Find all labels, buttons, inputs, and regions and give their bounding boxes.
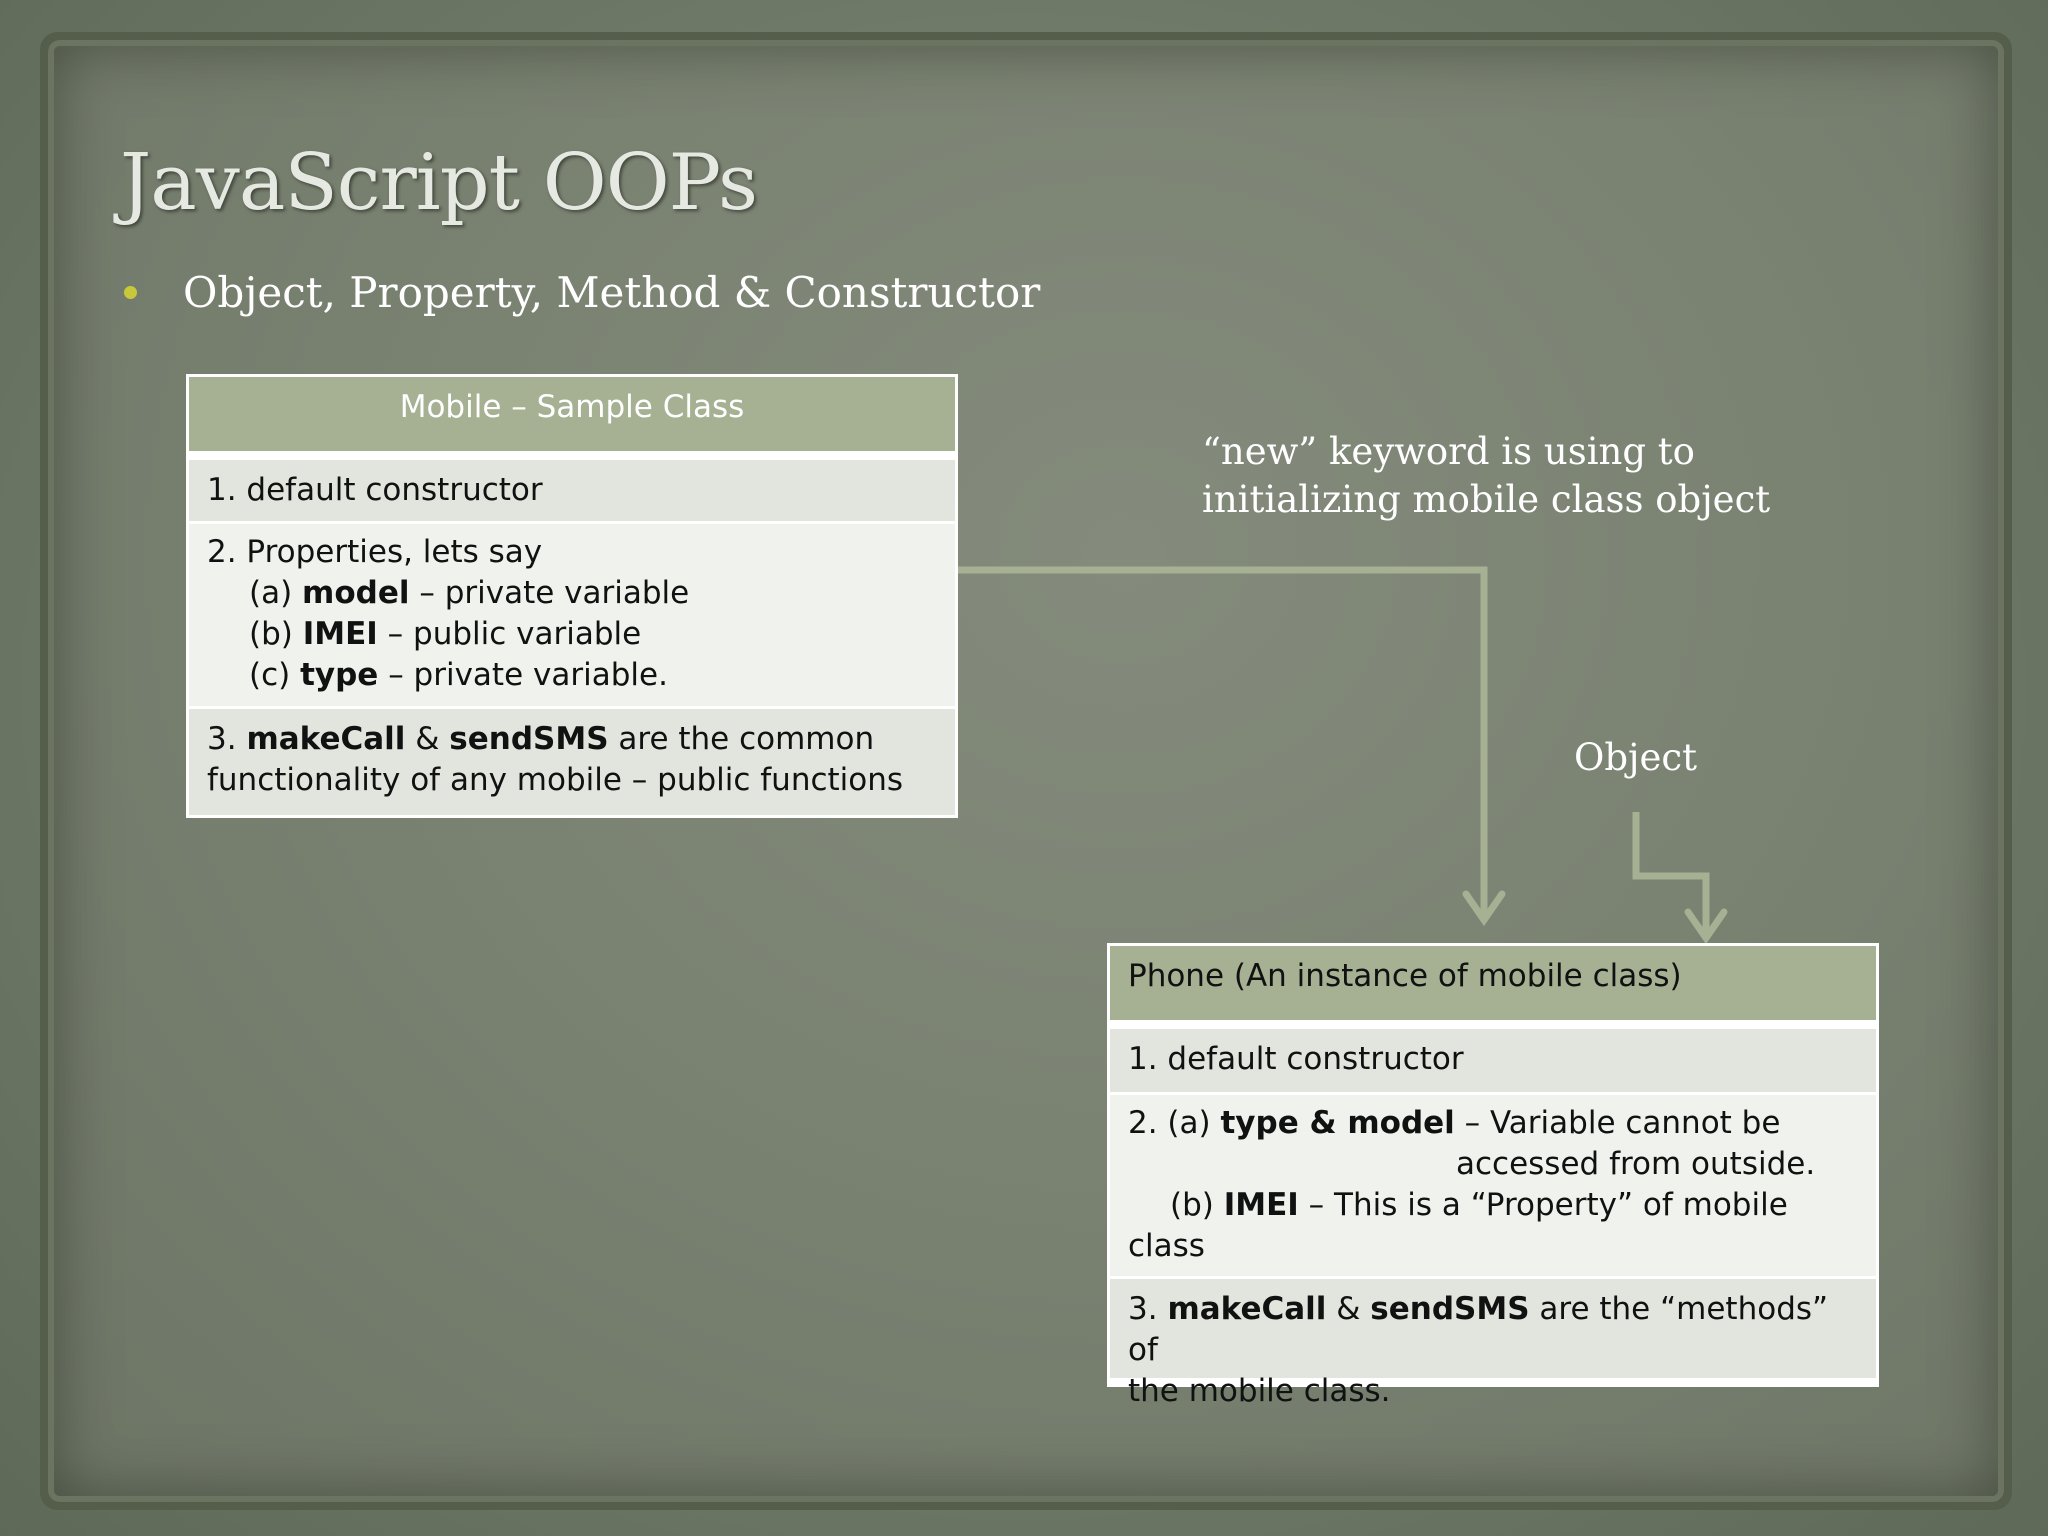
- phone-instance-box: [1107, 943, 1879, 1409]
- new-keyword-note-line-1: “new” keyword is using to: [1202, 430, 1695, 473]
- phone-instance-row-constructor: [1110, 1026, 1876, 1092]
- instantiation-arrow-line: [958, 570, 1484, 918]
- mobile-class-header-text: Mobile – Sample Class: [399, 389, 745, 425]
- bullet-text: Object, Property, Method & Constructor: [183, 267, 1041, 317]
- object-arrow-line: [1636, 812, 1706, 935]
- instance-property-imei: (b) IMEI – This is a “Property” of mobile: [1170, 1187, 1788, 1223]
- object-label: Object: [1574, 736, 1697, 779]
- phone-instance-row-methods: [1110, 1276, 1876, 1409]
- methods-line-1: 3. makeCall & sendSMS are the common: [207, 721, 875, 757]
- property-type: (c) type – private variable.: [249, 657, 668, 693]
- property-imei: (b) IMEI – public variable: [249, 616, 642, 652]
- properties-intro: 2. Properties, lets say: [207, 534, 543, 570]
- instance-methods-line-1: 3. makeCall & sendSMS are the “methods” of: [1128, 1291, 1829, 1368]
- instance-methods-line-2: the mobile class.: [1128, 1373, 1391, 1409]
- property-model: (a) model – private variable: [249, 575, 690, 611]
- methods-line-2: functionality of any mobile – public functions: [207, 762, 904, 798]
- phone-instance-row-properties: [1110, 1092, 1876, 1276]
- mobile-class-constructor-text: 1. default constructor: [207, 472, 543, 508]
- phone-instance-header-text: Phone (An instance of mobile class): [1128, 958, 1682, 994]
- instance-property-imei-cont: class: [1128, 1228, 1205, 1264]
- slide-title: JavaScript OOPs: [120, 138, 758, 228]
- new-keyword-note-line-2: initializing mobile class object: [1202, 478, 1771, 521]
- phone-instance-header: [1110, 946, 1876, 1026]
- instance-property-private-cont: accessed from outside.: [1456, 1146, 1816, 1182]
- instance-property-private: 2. (a) type & model – Variable cannot be: [1128, 1105, 1781, 1141]
- phone-instance-constructor-text: 1. default constructor: [1128, 1041, 1464, 1077]
